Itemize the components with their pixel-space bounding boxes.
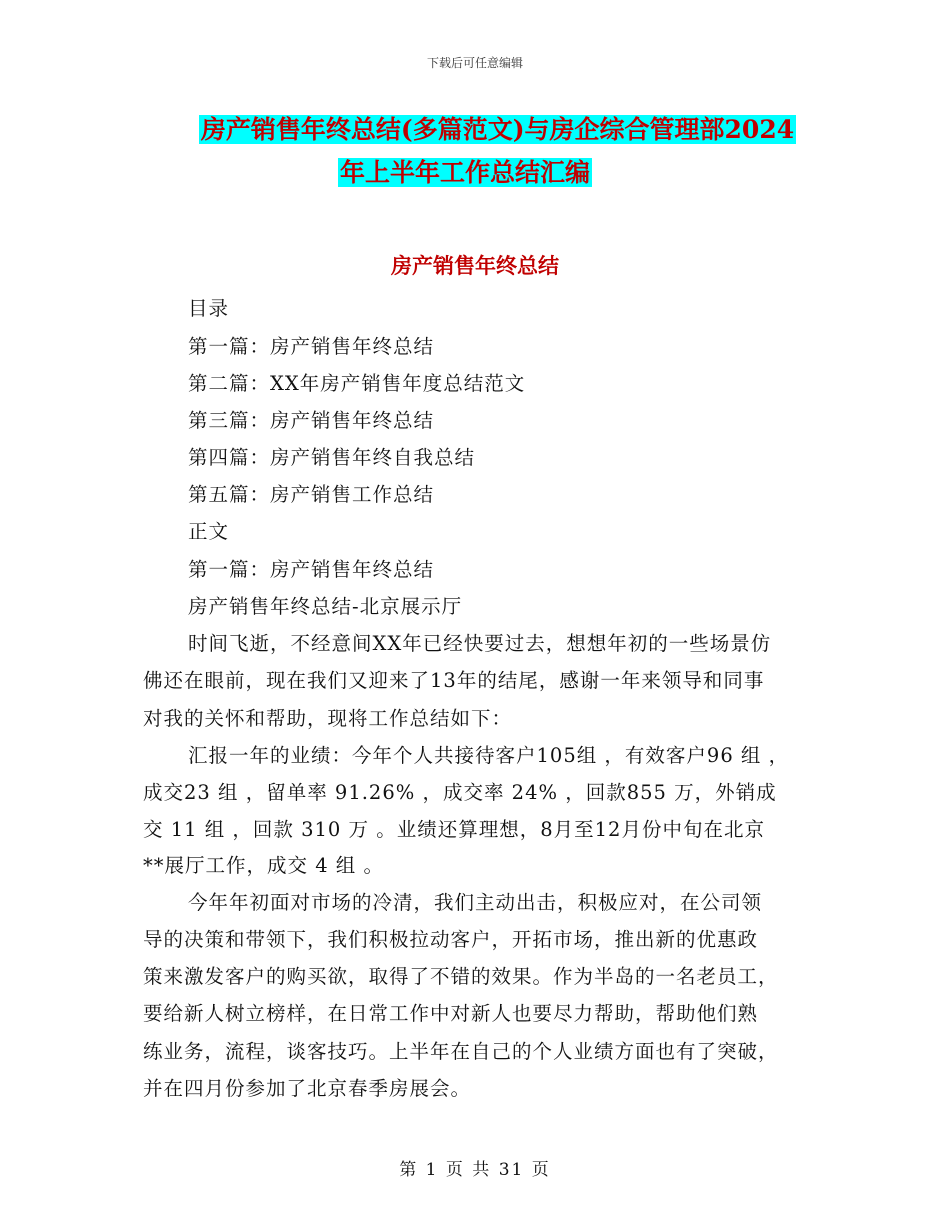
paragraph-line: 导的决策和带领下，我们积极拉动客户，开拓市场，推出新的优惠政 bbox=[143, 928, 759, 951]
toc-heading: 目录 bbox=[188, 297, 230, 320]
header-note: 下载后可任意编辑 bbox=[426, 56, 523, 70]
body-heading: 正文 bbox=[188, 520, 230, 543]
document-title-text-2: 年上半年工作总结汇编 bbox=[339, 158, 590, 187]
paragraph-line: 要给新人树立榜样，在日常工作中对新人也要尽力帮助，帮助他们熟 bbox=[143, 1002, 759, 1025]
toc-item: 第四篇：房产销售年终自我总结 bbox=[188, 446, 476, 469]
paragraph-line: 时间飞逝，不经意间XX年已经快要过去，想想年初的一些场景仿 bbox=[188, 632, 772, 655]
paragraph-line: 汇报一年的业绩：今年个人共接待客户105组 ，有效客户96 组 ， bbox=[188, 744, 790, 767]
paragraph-line: 练业务，流程，谈客技巧。上半年在自己的个人业绩方面也有了突破， bbox=[143, 1040, 779, 1063]
paragraph-line: 并在四月份参加了北京春季房展会。 bbox=[143, 1077, 472, 1100]
paragraph-line: 策来激发客户的购买欲，取得了不错的效果。作为半岛的一名老员工， bbox=[143, 965, 779, 988]
toc-item: 第二篇：XX年房产销售年度总结范文 bbox=[188, 372, 526, 395]
document-title-line-2 bbox=[0, 157, 940, 189]
paragraph-line: 佛还在眼前，现在我们又迎来了13年的结尾，感谢一年来领导和同事 bbox=[143, 669, 765, 692]
paragraph-line: 对我的关怀和帮助，现将工作总结如下： bbox=[143, 707, 513, 730]
document-title-line-1 bbox=[0, 114, 950, 146]
part-subtitle: 房产销售年终总结-北京展示厅 bbox=[188, 595, 463, 618]
toc-item: 第一篇：房产销售年终总结 bbox=[188, 335, 435, 358]
toc-item: 第五篇：房产销售工作总结 bbox=[188, 483, 435, 506]
paragraph-line: 交 11 组 ，回款 310 万 。业绩还算理想，8月至12月份中旬在北京 bbox=[143, 818, 765, 841]
section-title: 房产销售年终总结 bbox=[391, 253, 559, 278]
document-title-text-1: 房产销售年终总结(多篇范文)与房企综合管理部2024 bbox=[200, 115, 795, 144]
part-title: 第一篇：房产销售年终总结 bbox=[188, 558, 435, 581]
paragraph-line: 成交23 组 ，留单率 91.26% ，成交率 24% ，回款855 万，外销成 bbox=[143, 781, 777, 804]
toc-item: 第三篇：房产销售年终总结 bbox=[188, 409, 435, 432]
paragraph-line: **展厅工作，成交 4 组 。 bbox=[143, 854, 385, 877]
page-number-footer: 第 1 页 共 31 页 bbox=[399, 1160, 551, 1180]
paragraph-line: 今年年初面对市场的冷清，我们主动出击，积极应对，在公司领 bbox=[188, 891, 763, 914]
